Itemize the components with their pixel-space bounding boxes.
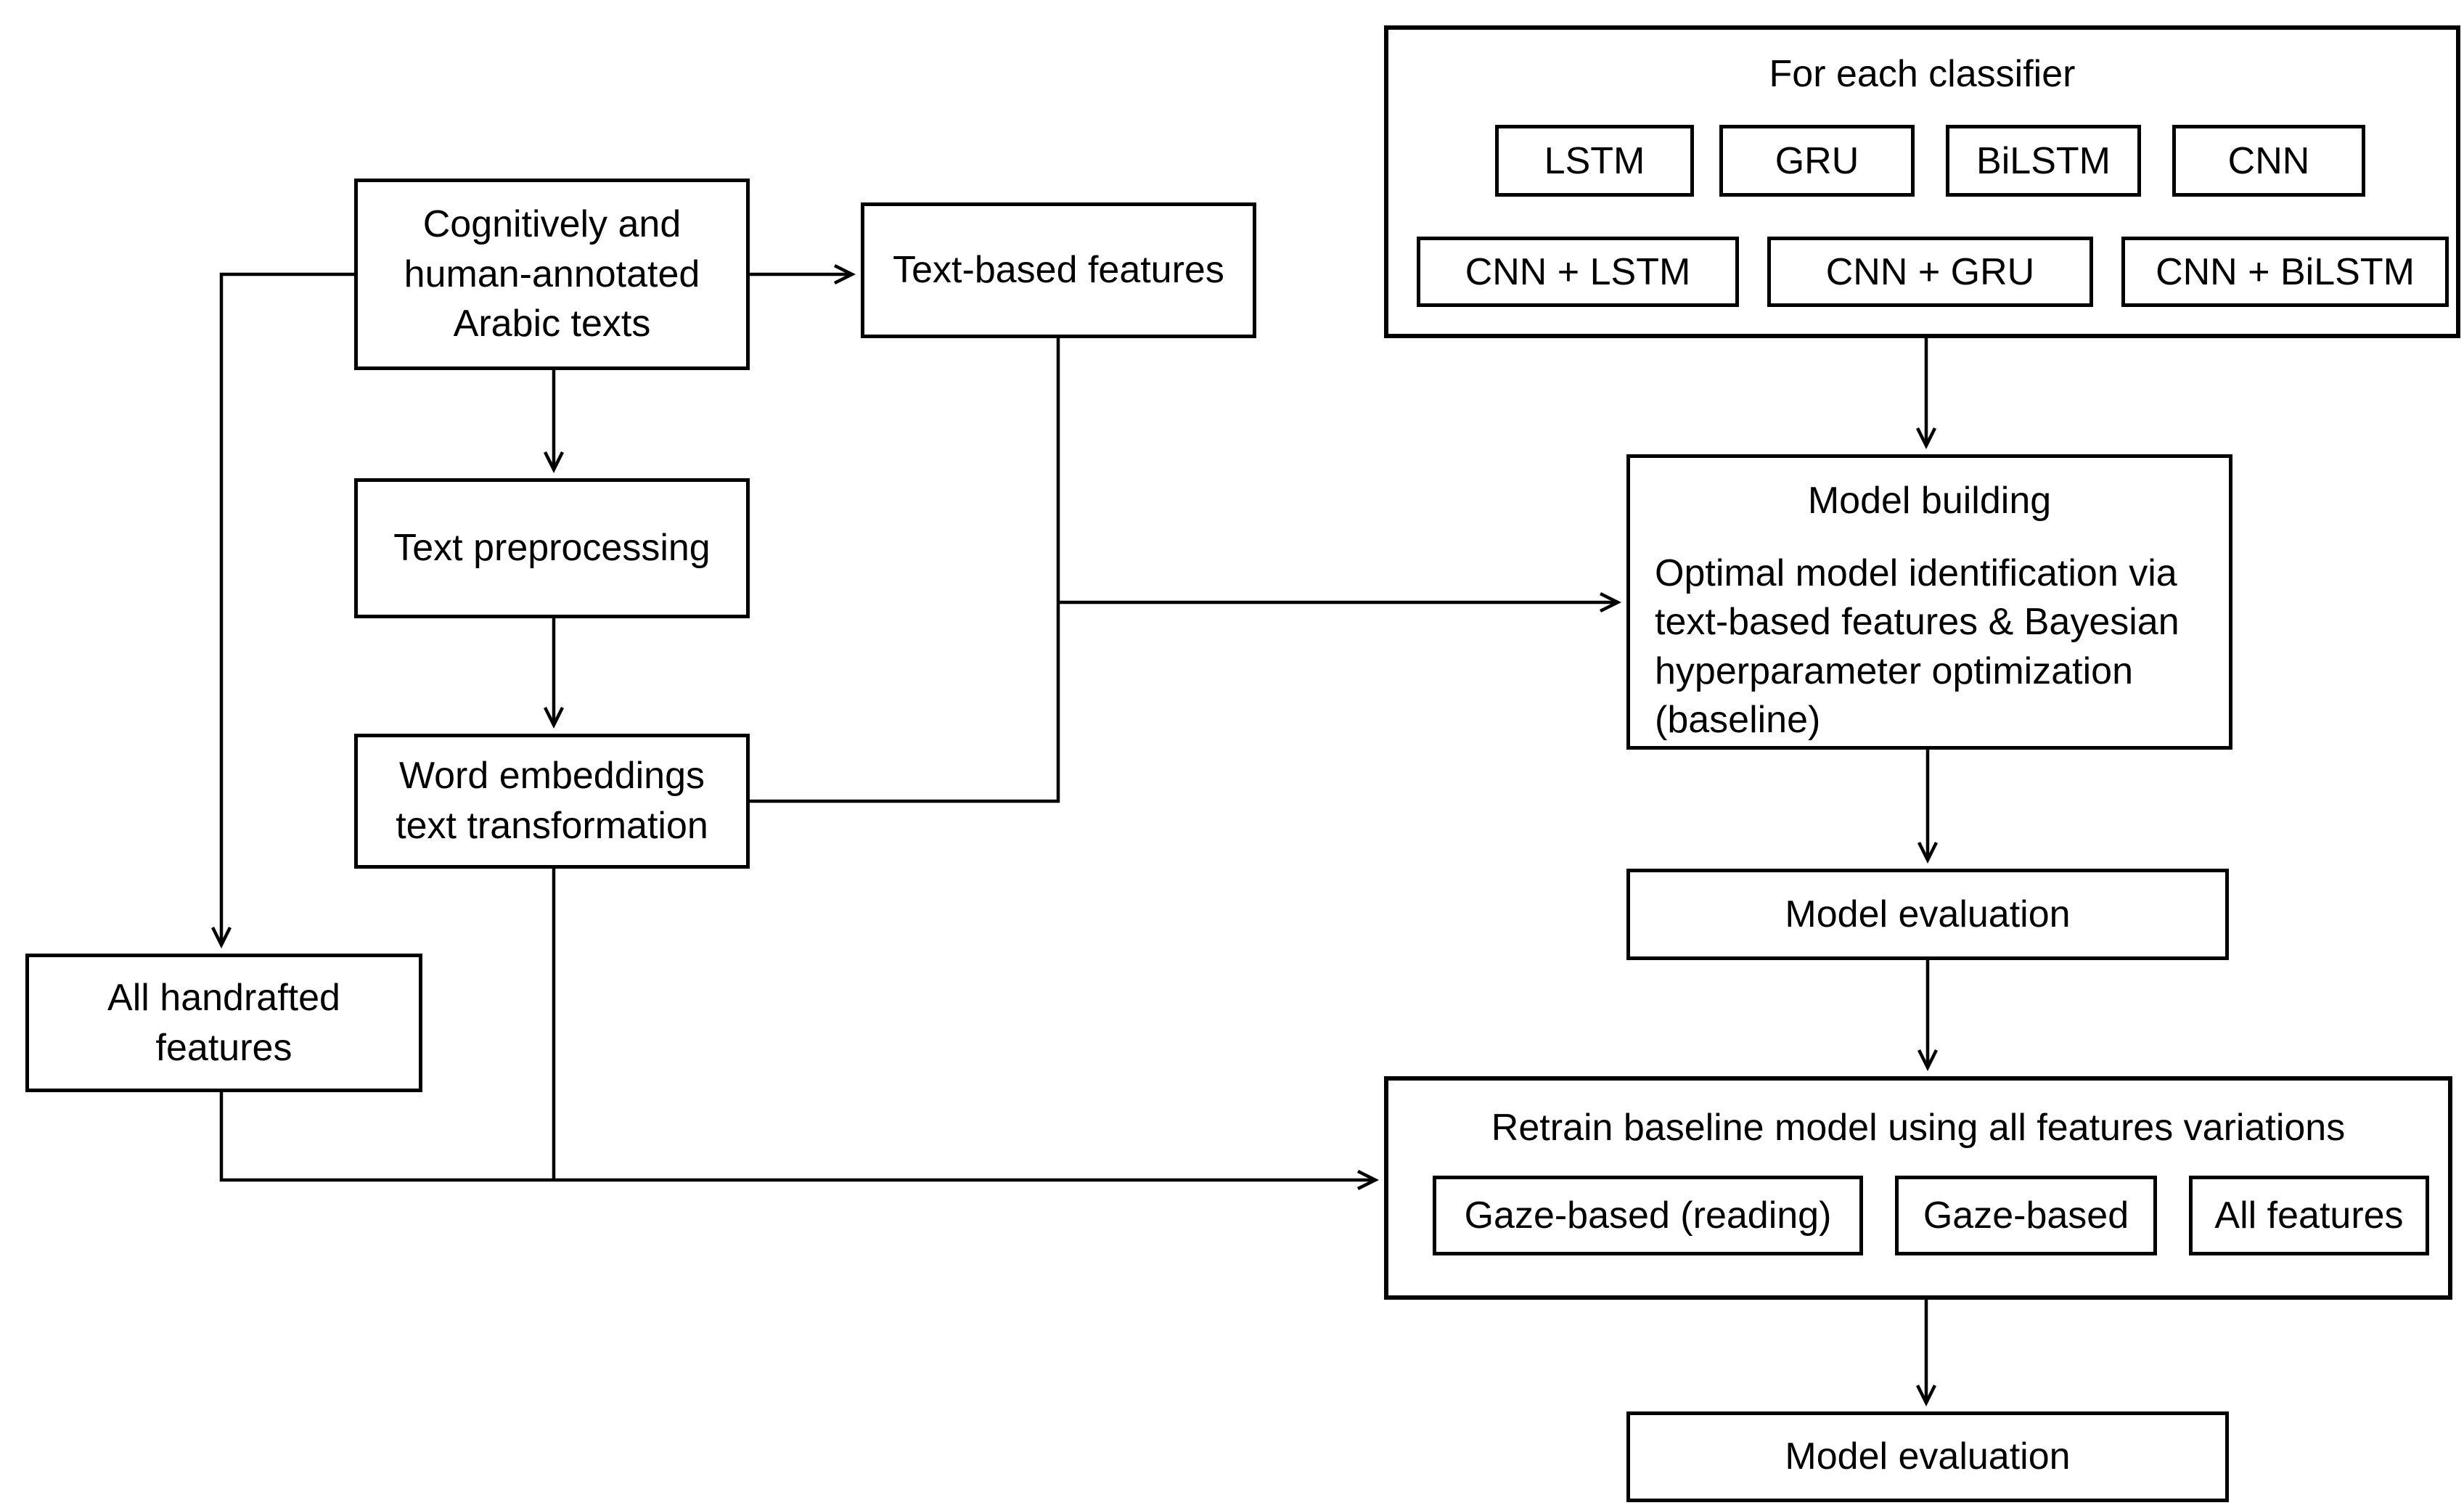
classifier-cnn: CNN <box>2172 125 2365 197</box>
node-model-evaluation-2-label: Model evaluation <box>1785 1435 2071 1478</box>
classifier-group-title: For each classifier <box>1769 53 2076 95</box>
node-text-based-features-label: Text-based features <box>893 249 1224 292</box>
connector-handcrafted-to-retrain <box>221 1092 1374 1180</box>
option-all-features: All features <box>2189 1176 2429 1255</box>
node-word-embeddings <box>354 734 750 869</box>
classifier-cnn-bilstm: CNN + BiLSTM <box>2121 237 2449 307</box>
group-retrain-baseline <box>1384 1076 2452 1300</box>
connector-word-embeddings-to-text-features-junction <box>750 338 1058 801</box>
node-word-embeddings-label: Word embeddings text transformation <box>396 755 708 847</box>
option-gaze-based-reading: Gaze-based (reading) <box>1433 1176 1863 1255</box>
classifier-cnn-lstm: CNN + LSTM <box>1417 237 1739 307</box>
node-text-preprocessing-label: Text preprocessing <box>393 527 711 570</box>
node-handcrafted-features-label: All handrafted features <box>107 976 340 1069</box>
classifier-lstm: LSTM <box>1495 125 1694 197</box>
node-model-evaluation-1-label: Model evaluation <box>1785 893 2071 935</box>
node-model-evaluation-2 <box>1626 1411 2229 1502</box>
node-text-based-features <box>861 202 1256 338</box>
classifier-bilstm: BiLSTM <box>1946 125 2141 197</box>
retrain-group-title: Retrain baseline model using all features variations <box>1491 1107 2346 1149</box>
node-source-texts-label: Cognitively and human-annotated Arabic texts <box>404 203 700 345</box>
model-building-body: Optimal model identification via text-based features & Bayesian hyperparameter optimization (baseline) <box>1655 552 2179 742</box>
model-building-title: Model building <box>1807 480 2052 522</box>
connector-source-to-handcrafted-features <box>221 274 354 943</box>
node-model-evaluation-1 <box>1626 869 2229 960</box>
node-text-preprocessing <box>354 478 750 618</box>
option-gaze-based: Gaze-based <box>1895 1176 2157 1255</box>
node-handcrafted-features <box>25 954 422 1092</box>
node-model-building <box>1626 454 2232 750</box>
node-source-texts <box>354 179 750 370</box>
group-for-each-classifier <box>1384 25 2460 338</box>
classifier-cnn-gru: CNN + GRU <box>1767 237 2093 307</box>
classifier-gru: GRU <box>1719 125 1915 197</box>
